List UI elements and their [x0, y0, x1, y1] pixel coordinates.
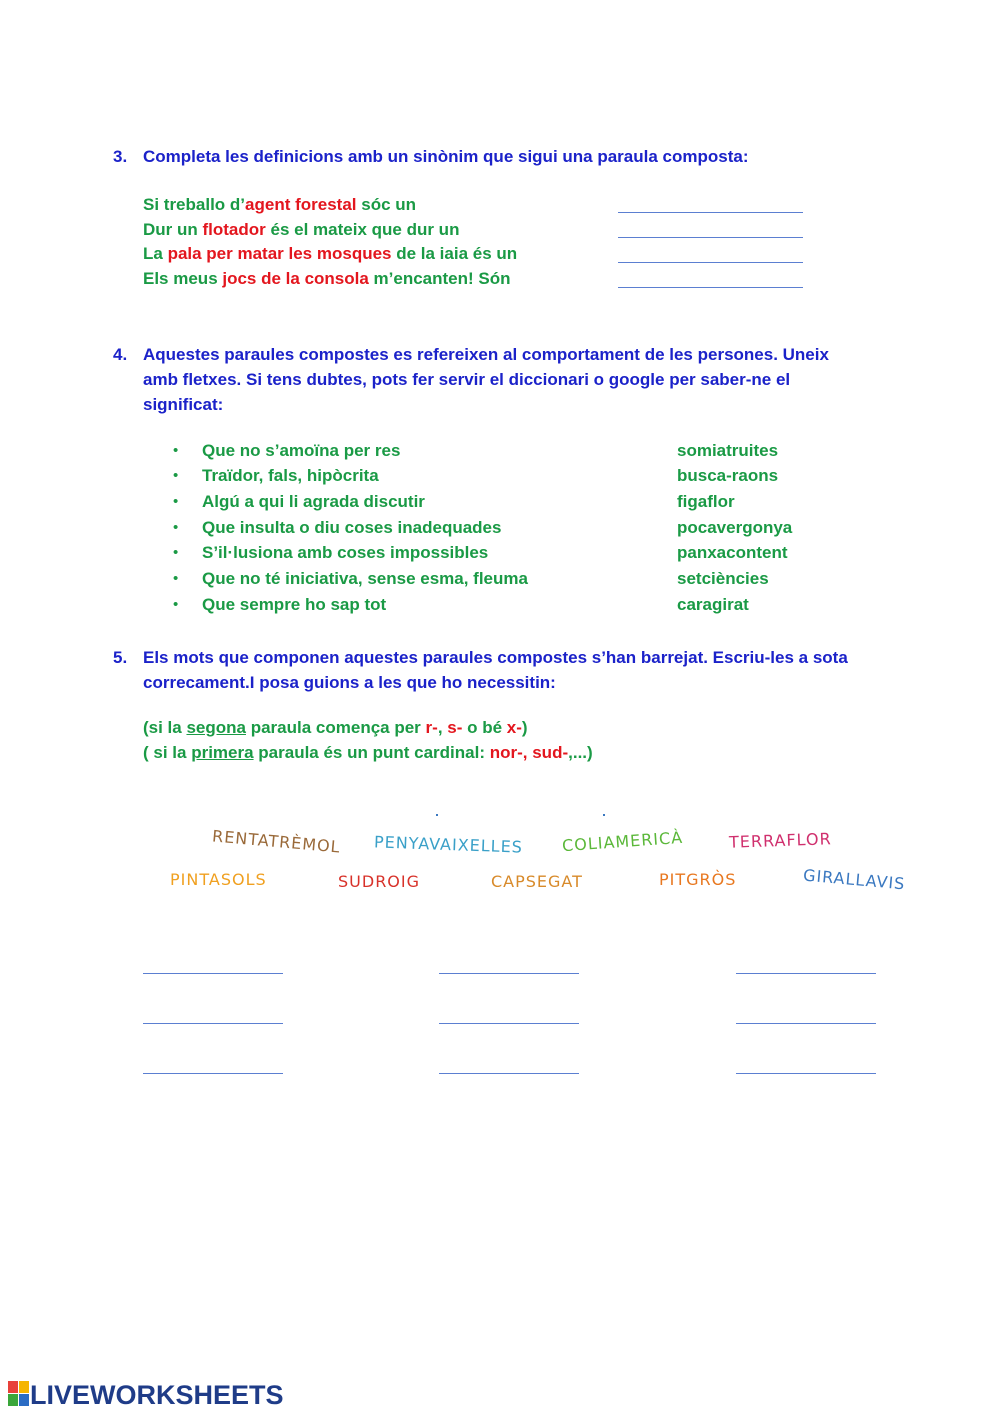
question-4-prompt-line-2: amb fletxes. Si tens dubtes, pots fer servir el diccionari o google per saber-ne el — [143, 370, 791, 389]
q5-hint-2: ( si la primera paraula és un punt cardinal: nor-, sud-,...) — [143, 743, 593, 762]
q5-hint-1: (si la segona paraula comença per r-, s- o bé x-) — [143, 718, 528, 737]
mixed-word-7[interactable]: CAPSEGAT — [491, 872, 583, 891]
q4-word-4[interactable]: pocavergonya — [677, 518, 793, 537]
q4-word-5[interactable]: panxacontent — [677, 543, 788, 562]
question-5-number: 5. — [113, 648, 128, 667]
q4-word-2[interactable]: busca-raons — [677, 466, 779, 485]
q4-definition-6[interactable]: Que no té iniciativa, sense esma, fleuma — [202, 569, 528, 588]
question-4-prompt-line-3: significat: — [143, 395, 224, 414]
bullet-icon: • — [173, 519, 179, 536]
q5-answer-blank[interactable] — [736, 1023, 876, 1024]
q3-line-3: La pala per matar les mosques de la iaia és un — [143, 244, 518, 263]
q4-definition-2[interactable]: Traïdor, fals, hipòcrita — [202, 466, 379, 485]
q3-line-1: Si treballo d’agent forestal sóc un — [143, 195, 417, 214]
question-3-number: 3. — [113, 147, 128, 166]
q4-definition-3[interactable]: Algú a qui li agrada discutir — [202, 492, 425, 511]
mixed-word-3[interactable]: COLIAMERICÀ — [561, 827, 684, 856]
mixed-word-4[interactable]: TERRAFLOR — [728, 829, 832, 852]
question-4-prompt-line-1: Aquestes paraules compostes es refereixen al comportament de les persones. Uneix — [143, 345, 829, 364]
question-5-prompt-line-1: Els mots que componen aquestes paraules compostes s’han barrejat. Escriu-les a sota — [143, 648, 848, 667]
bullet-icon: • — [173, 544, 179, 561]
q4-word-7[interactable]: caragirat — [677, 595, 749, 614]
question-3-prompt: Completa les definicions amb un sinònim que sigui una paraula composta: — [143, 147, 749, 166]
q3-line-2: Dur un flotador és el mateix que dur un — [143, 220, 460, 239]
q4-definition-1[interactable]: Que no s’amoïna per res — [202, 441, 401, 460]
question-4-number: 4. — [113, 345, 128, 364]
q4-definition-7[interactable]: Que sempre ho sap tot — [202, 595, 387, 614]
bullet-icon: • — [173, 442, 179, 459]
liveworksheets-logo-text: LIVEWORKSHEETS — [30, 1380, 284, 1410]
mixed-word-6[interactable]: SUDROIG — [338, 872, 421, 891]
mixed-word-9[interactable]: GIRALLAVIS — [802, 865, 907, 894]
bullet-icon: • — [173, 493, 179, 510]
mixed-word-5[interactable]: PINTASOLS — [170, 870, 267, 889]
q3-answer-blank-1[interactable] — [618, 212, 803, 213]
q3-line-4: Els meus jocs de la consola m’encanten! Són — [143, 269, 511, 288]
q5-answer-blank[interactable] — [439, 1023, 579, 1024]
q5-answer-blank[interactable] — [143, 1073, 283, 1074]
mixed-word-2[interactable]: PENYAVAIXELLES — [373, 832, 524, 857]
q3-answer-blank-2[interactable] — [618, 237, 803, 238]
q5-answer-blank[interactable] — [143, 1023, 283, 1024]
liveworksheets-logo-icon — [8, 1381, 30, 1407]
q3-answer-blank-4[interactable] — [618, 287, 803, 288]
q4-word-1[interactable]: somiatruites — [677, 441, 779, 460]
q4-definition-4[interactable]: Que insulta o diu coses inadequades — [202, 518, 502, 537]
q5-answer-blank[interactable] — [736, 1073, 876, 1074]
q4-definition-5[interactable]: S’il·lusiona amb coses impossibles — [202, 543, 489, 562]
mixed-word-8[interactable]: PITGRÒS — [659, 870, 737, 889]
mixed-word-1[interactable]: RENTATRÈMOL — [211, 826, 342, 857]
q3-answer-blank-3[interactable] — [618, 262, 803, 263]
q4-word-6[interactable]: setciències — [677, 569, 769, 588]
q5-answer-blank[interactable] — [439, 1073, 579, 1074]
q4-word-3[interactable]: figaflor — [677, 492, 735, 511]
q5-answer-blank[interactable] — [736, 973, 876, 974]
stray-mark — [603, 814, 605, 816]
q5-answer-blank[interactable] — [143, 973, 283, 974]
bullet-icon: • — [173, 570, 179, 587]
bullet-icon: • — [173, 467, 179, 484]
q5-answer-blank[interactable] — [439, 973, 579, 974]
stray-mark — [436, 814, 438, 816]
bullet-icon: • — [173, 596, 179, 613]
question-5-prompt-line-2: correcament.I posa guions a les que ho necessitin: — [143, 673, 556, 692]
